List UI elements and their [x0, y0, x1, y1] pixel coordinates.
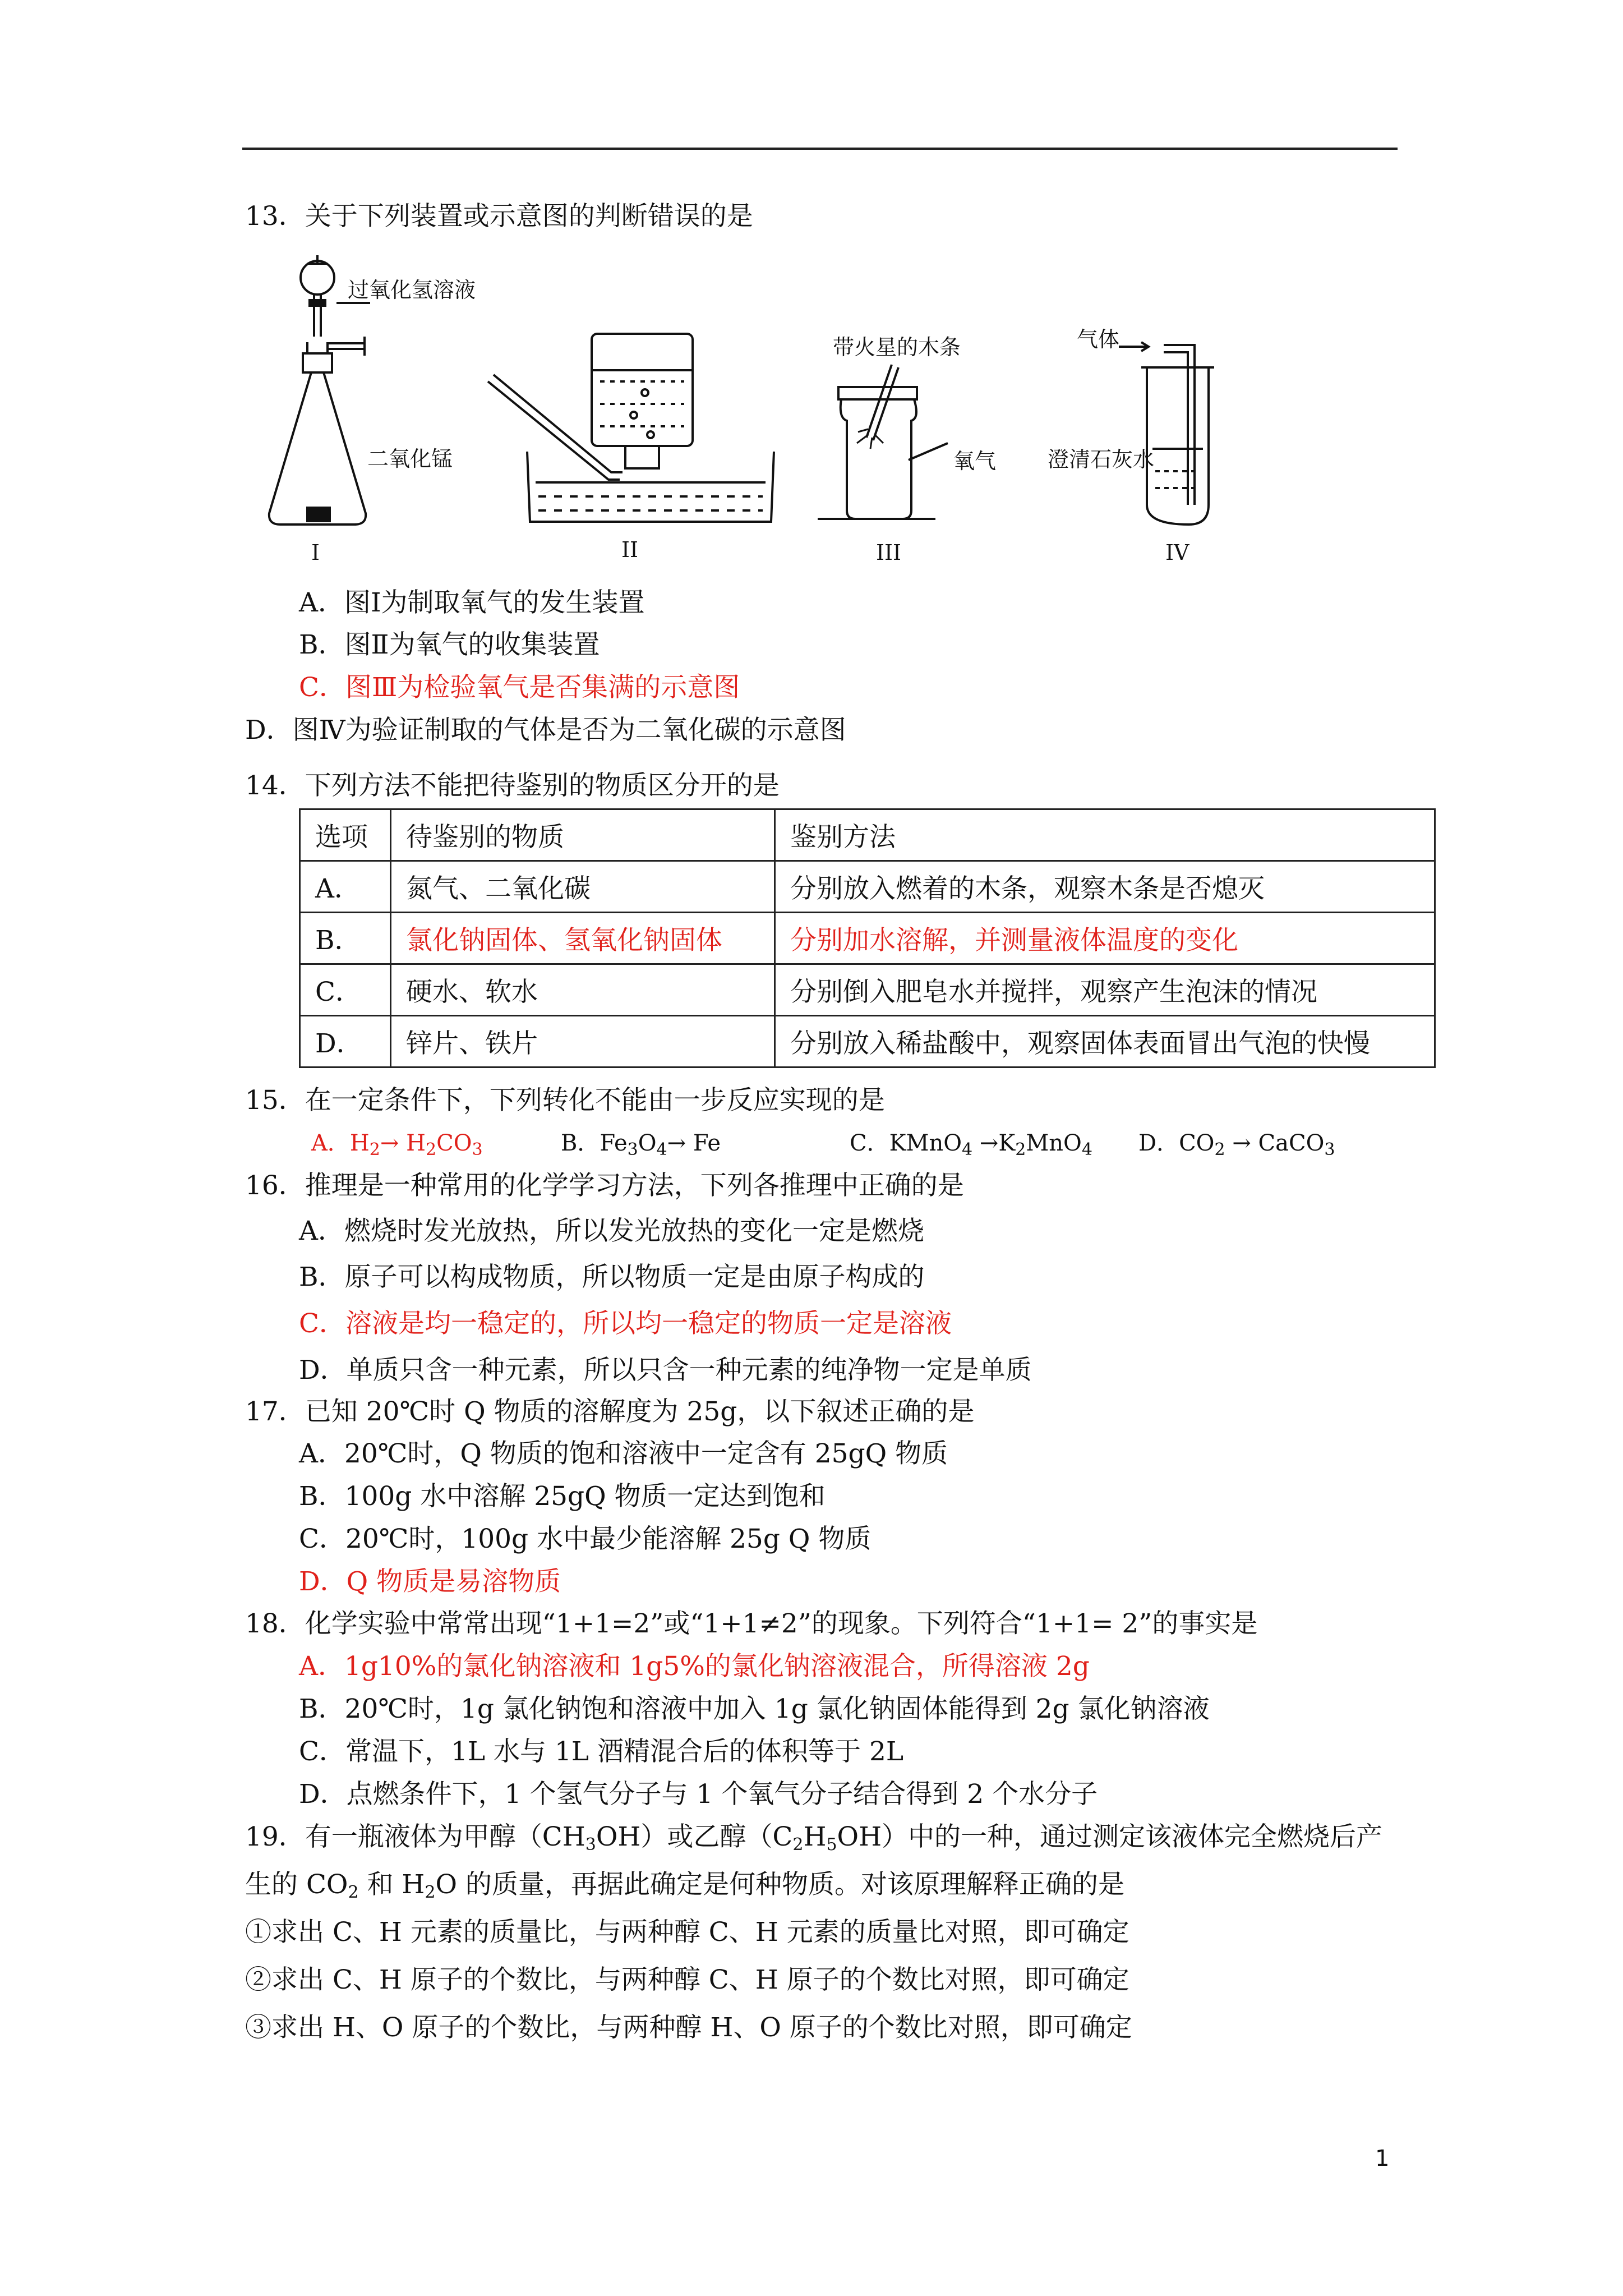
header-method: 鉴别方法: [775, 809, 1435, 861]
label-h2o2-solution: 过氧化氢溶液: [348, 278, 476, 302]
figure-3-gas-jar: [818, 365, 948, 519]
q15-option-d: D．$CO_2$ → CaCO$_3$: [1138, 1130, 1335, 1159]
cell-substances: 氮气、二氧化碳: [391, 861, 775, 913]
cell-option: A．: [300, 861, 391, 913]
cell-substances: 锌片、铁片: [391, 1016, 775, 1068]
q17-stem: 17．已知 20℃时 Q 物质的溶解度为 25g，以下叙述正确的是: [245, 1396, 975, 1427]
table-row: [300, 964, 1435, 1016]
q13-option-c-answer: C．图Ⅲ为检验氧气是否集满的示意图: [299, 672, 740, 703]
page-number: 1: [1375, 2146, 1390, 2171]
q13-apparatus-figure: [0, 0, 1623, 578]
q16-option-c-answer: C．溶液是均一稳定的，所以均一稳定的物质一定是溶液: [299, 1308, 952, 1339]
q19-stem-line-2: 生的 $CO_2$ 和 $H_2O$ 的质量，再据此确定是何种物质。对该原理解释正确的是: [245, 1869, 1124, 1902]
q16-option-d: D．单质只含一种元素，所以只含一种元素的纯净物一定是单质: [299, 1355, 1032, 1386]
q14-stem: 14．下列方法不能把待鉴别的物质区分开的是: [245, 770, 780, 801]
header-option: 选项: [300, 809, 391, 861]
q16-option-b: B．原子可以构成物质，所以物质一定是由原子构成的: [299, 1262, 925, 1292]
q15-option-c: C．KMnO$_4$ $\to K_2MnO_4$: [850, 1130, 1092, 1159]
q17-option-b: B．100g 水中溶解 25gQ 物质一定达到饱和: [299, 1481, 826, 1512]
figure-4-test-tube: [1119, 342, 1214, 524]
q16-stem: 16．推理是一种常用的化学学习方法，下列各推理中正确的是: [245, 1170, 964, 1201]
figure-label-3: III: [876, 540, 902, 565]
table-header-row: [300, 809, 1435, 861]
cell-method: 分别放入燃着的木条，观察木条是否熄灭: [775, 861, 1435, 913]
table-row: [300, 1016, 1435, 1068]
q16-option-a: A．燃烧时发光放热，所以发光放热的变化一定是燃烧: [299, 1216, 924, 1246]
cell-substances: 硬水、软水: [391, 964, 775, 1016]
q13-stem: 13．关于下列装置或示意图的判断错误的是: [245, 201, 753, 232]
figure-label-2: II: [621, 537, 639, 562]
cell-option: D．: [300, 1016, 391, 1068]
q18-option-a-answer: A．1g10%的氯化钠溶液和 1g5%的氯化钠溶液混合，所得溶液 2g: [299, 1651, 1090, 1682]
q18-option-c: C．常温下，1L 水与 1L 酒精混合后的体积等于 2L: [299, 1736, 904, 1767]
figure-label-1: I: [311, 540, 320, 565]
q17-option-a: A．20℃时，Q 物质的饱和溶液中一定含有 25gQ 物质: [299, 1438, 948, 1469]
label-oxygen: 氧气: [953, 449, 997, 473]
cell-method: 分别加水溶解，并测量液体温度的变化: [775, 913, 1435, 964]
q19-item-3: ③求出 H、O 原子的个数比，与两种醇 H、O 原子的个数比对照，即可确定: [245, 2012, 1132, 2043]
q14-table: [299, 808, 1436, 1068]
cell-option: B．: [300, 913, 391, 964]
q19-stem-line-1: 19．有一瓶液体为甲醇$(CH_3OH)$或乙醇$(C_2H_5OH)$中的一种，通过测定该液体完全燃烧后产: [245, 1821, 1383, 1855]
q13-option-b: B．图Ⅱ为氧气的收集装置: [299, 629, 600, 660]
q18-option-b: B．20℃时，1g 氯化钠饱和溶液中加入 1g 氯化钠固体能得到 2g 氯化钠溶液: [299, 1694, 1210, 1724]
q19-item-2: ②求出 C、H 原子的个数比，与两种醇 C、H 原子的个数比对照，即可确定: [245, 1964, 1129, 1995]
label-gas: 气体: [1077, 327, 1120, 352]
label-glowing-splint: 带火星的木条: [833, 335, 961, 360]
q15-option-b: B．$Fe_3O_4\to Fe$: [561, 1130, 721, 1159]
label-manganese-dioxide: 二氧化锰: [367, 447, 453, 471]
cell-method: 分别倒入肥皂水并搅拌，观察产生泡沫的情况: [775, 964, 1435, 1016]
figure-2-water-collection: [488, 334, 774, 522]
label-lime-water: 澄清石灰水: [1048, 447, 1155, 472]
q18-option-d: D．点燃条件下，1 个氢气分子与 1 个氧气分子结合得到 2 个水分子: [299, 1779, 1098, 1810]
q18-stem: 18．化学实验中常常出现“1+1=2”或“1+1≠2”的现象。下列符合“1+1= 2”的事实是: [245, 1608, 1258, 1639]
q17-option-c: C．20℃时，100g 水中最少能溶解 25g Q 物质: [299, 1524, 872, 1554]
figure-label-4: IV: [1165, 540, 1189, 565]
q15-option-a-answer: A．$H_2\to H_2CO_3$: [311, 1130, 483, 1159]
q17-option-d-answer: D．Q 物质是易溶物质: [299, 1566, 561, 1597]
header-substances: 待鉴别的物质: [391, 809, 775, 861]
q15-stem: 15．在一定条件下，下列转化不能由一步反应实现的是: [245, 1085, 885, 1116]
q19-item-1: ①求出 C、H 元素的质量比，与两种醇 C、H 元素的质量比对照，即可确定: [245, 1917, 1129, 1948]
table-row-answer: [300, 913, 1435, 964]
table-row: [300, 861, 1435, 913]
cell-substances: 氯化钠固体、氢氧化钠固体: [391, 913, 775, 964]
q13-option-a: A．图Ⅰ为制取氧气的发生装置: [299, 587, 645, 618]
cell-method: 分别放入稀盐酸中，观察固体表面冒出气泡的快慢: [775, 1016, 1435, 1068]
q13-option-d: D．图Ⅳ为验证制取的气体是否为二氧化碳的示意图: [245, 715, 846, 746]
cell-option: C．: [300, 964, 391, 1016]
